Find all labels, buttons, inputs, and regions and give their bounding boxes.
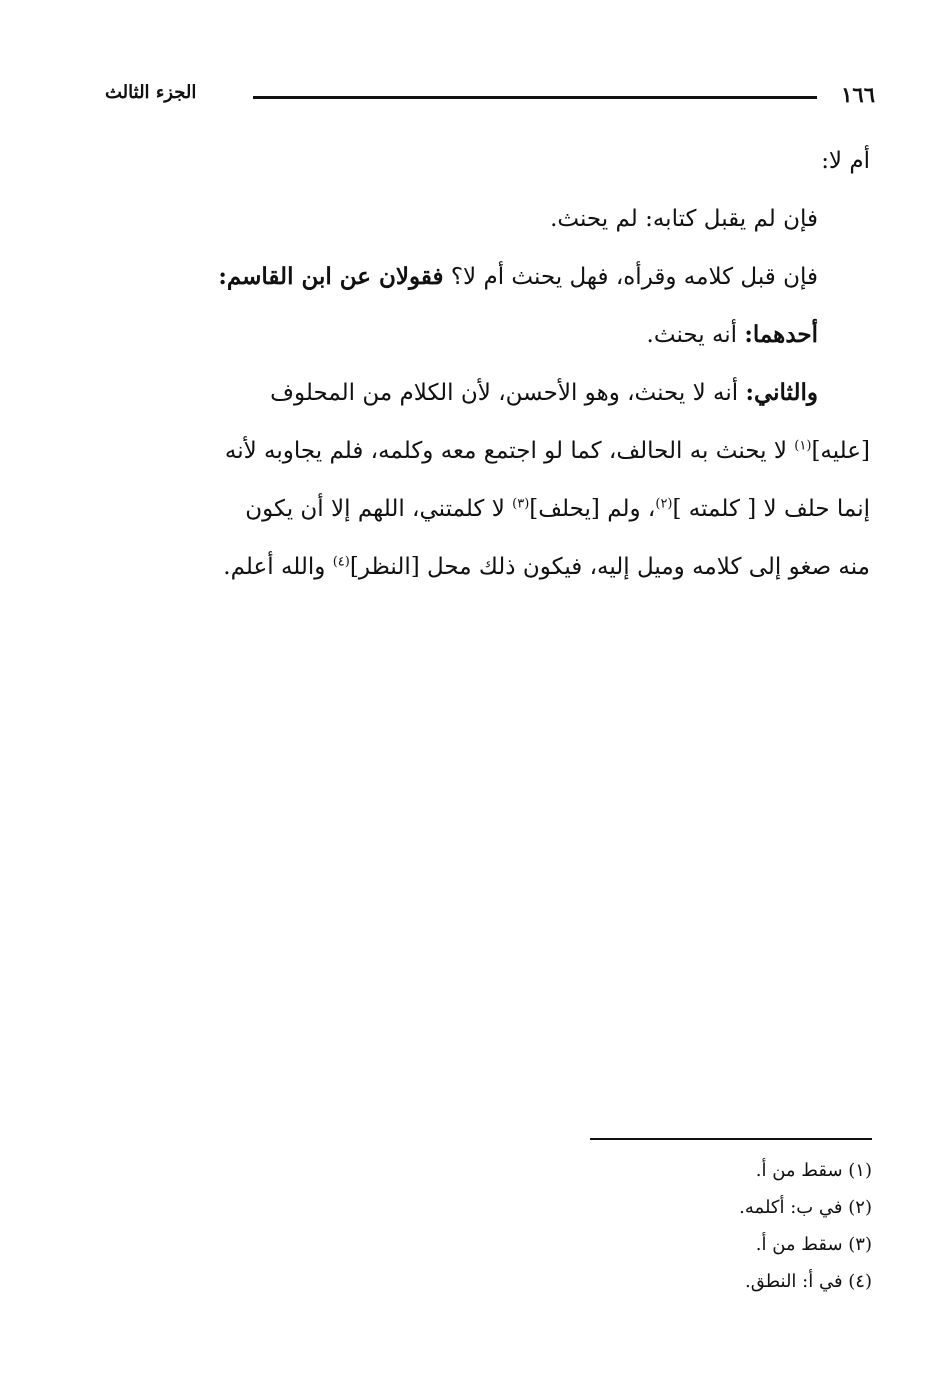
footnote-3: (٣) سقط من أ.: [755, 1234, 872, 1255]
paragraph-5: [108, 364, 870, 422]
paragraph-5-line-2-text: لا يحنث به الحالف، كما لو اجتمع معه وكلمه، فلم يجاوبه لأنه: [224, 438, 787, 464]
footnote-ref-3: (٣): [512, 496, 530, 512]
page-header: [105, 82, 875, 112]
footnote-2: (٢) في ب: أكلمه.: [739, 1197, 872, 1218]
bracket-text-1: [عليه]: [811, 438, 870, 464]
page-number: ١٦٦: [841, 82, 875, 107]
paragraph-5-line-3: [108, 480, 870, 538]
paragraph-5-line-1: [108, 364, 818, 422]
paragraph-5-continuation: [108, 422, 870, 596]
paragraph-5-line-4-text-b: والله أعلم.: [223, 554, 326, 580]
paragraph-5-line-3-text-a: إنما حلف لا [ كلمته ]: [672, 496, 870, 522]
footnote-ref-2: (٢): [655, 496, 673, 512]
paragraph-5-line-3-text-b: ، ولم [يحلف]: [529, 496, 656, 522]
paragraph-3: [108, 248, 870, 306]
paragraph-5-lead: والثاني:: [745, 379, 818, 406]
footnote-4: (٤) في أ: النطق.: [745, 1271, 872, 1292]
paragraph-5-line-1-text: أنه لا يحنث، وهو الأحسن، لأن الكلام من المحلوف: [270, 380, 739, 406]
footnotes: [472, 1152, 872, 1300]
paragraph-1: أم لا:: [821, 148, 870, 174]
header-rule: [253, 96, 817, 99]
footnote-ref-1: (١): [794, 438, 812, 454]
paragraph-3-bold: فقولان عن ابن القاسم:: [218, 263, 444, 290]
paragraph-2: فإن لم يقبل كتابه: لم يحنث.: [550, 206, 818, 232]
running-title: الجزء الثالث: [105, 82, 197, 103]
paragraph-5-line-2: [108, 422, 870, 480]
main-text: [108, 132, 870, 596]
paragraph-4-text: أنه يحنث.: [646, 322, 738, 348]
paragraph-4: [108, 306, 870, 364]
paragraph-5-line-4: [108, 538, 870, 596]
footnote-ref-4: (٤): [332, 554, 350, 570]
paragraph-5-line-3-text-c: لا كلمتني، اللهم إلا أن يكون: [245, 496, 505, 522]
footnote-1: (١) سقط من أ.: [755, 1160, 872, 1181]
paragraph-3-text: فإن قبل كلامه وقرأه، فهل يحنث أم لا؟: [450, 264, 818, 290]
footnote-separator: [590, 1138, 872, 1140]
paragraph-4-lead: أحدهما:: [744, 321, 818, 348]
paragraph-5-line-4-text-a: منه صغو إلى كلامه وميل إليه، فيكون ذلك محل [النظر]: [349, 554, 870, 580]
